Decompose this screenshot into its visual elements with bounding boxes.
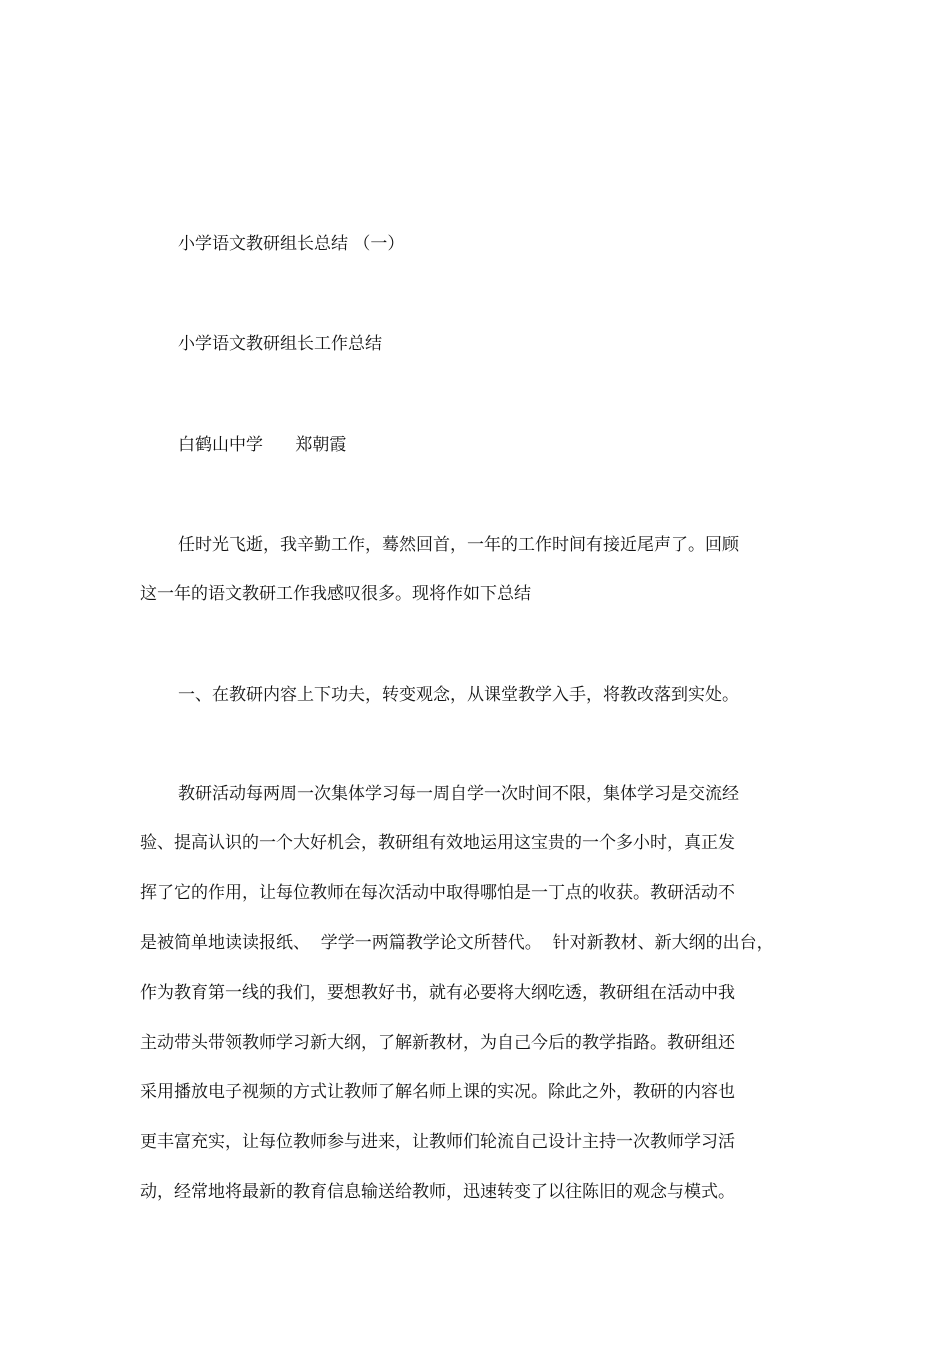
document-subtitle: 小学语文教研组长工作总结 bbox=[178, 334, 382, 354]
paragraph-line: 任时光飞逝，我辛勤工作，蓦然回首，一年的工作时间有接近尾声了。回顾 bbox=[178, 535, 739, 555]
document-title: 小学语文教研组长总结 （一） bbox=[178, 234, 405, 254]
paragraph-line: 挥了它的作用，让每位教师在每次活动中取得哪怕是一丁点的收获。教研活动不 bbox=[140, 883, 735, 903]
paragraph-line: 更丰富充实，让每位教师参与进来，让教师们轮流自己设计主持一次教师学习活 bbox=[140, 1132, 735, 1152]
paragraph-line: 动，经常地将最新的教育信息输送给教师，迅速转变了以往陈旧的观念与模式。 bbox=[140, 1182, 735, 1202]
author-line: 白鹤山中学 郑朝霞 bbox=[178, 435, 347, 455]
paragraph-line: 是被简单地读读报纸、 学学一两篇教学论文所替代。 针对新教材、新大纲的出台， bbox=[140, 933, 774, 953]
paragraph-line: 主动带头带领教师学习新大纲，了解新教材，为自己今后的教学指路。教研组还 bbox=[140, 1033, 735, 1053]
paragraph-line: 作为教育第一线的我们，要想教好书，就有必要将大纲吃透，教研组在活动中我 bbox=[140, 983, 735, 1003]
section-heading: 一、在教研内容上下功夫，转变观念，从课堂教学入手，将教改落到实处。 bbox=[178, 685, 739, 705]
paragraph-line: 验、提高认识的一个大好机会，教研组有效地运用这宝贵的一个多小时，真正发 bbox=[140, 833, 735, 853]
paragraph-line: 教研活动每两周一次集体学习每一周自学一次时间不限，集体学习是交流经 bbox=[178, 784, 739, 804]
paragraph-line: 采用播放电子视频的方式让教师了解名师上课的实况。除此之外，教研的内容也 bbox=[140, 1082, 735, 1102]
paragraph-line: 这一年的语文教研工作我感叹很多。现将作如下总结 bbox=[140, 584, 531, 604]
